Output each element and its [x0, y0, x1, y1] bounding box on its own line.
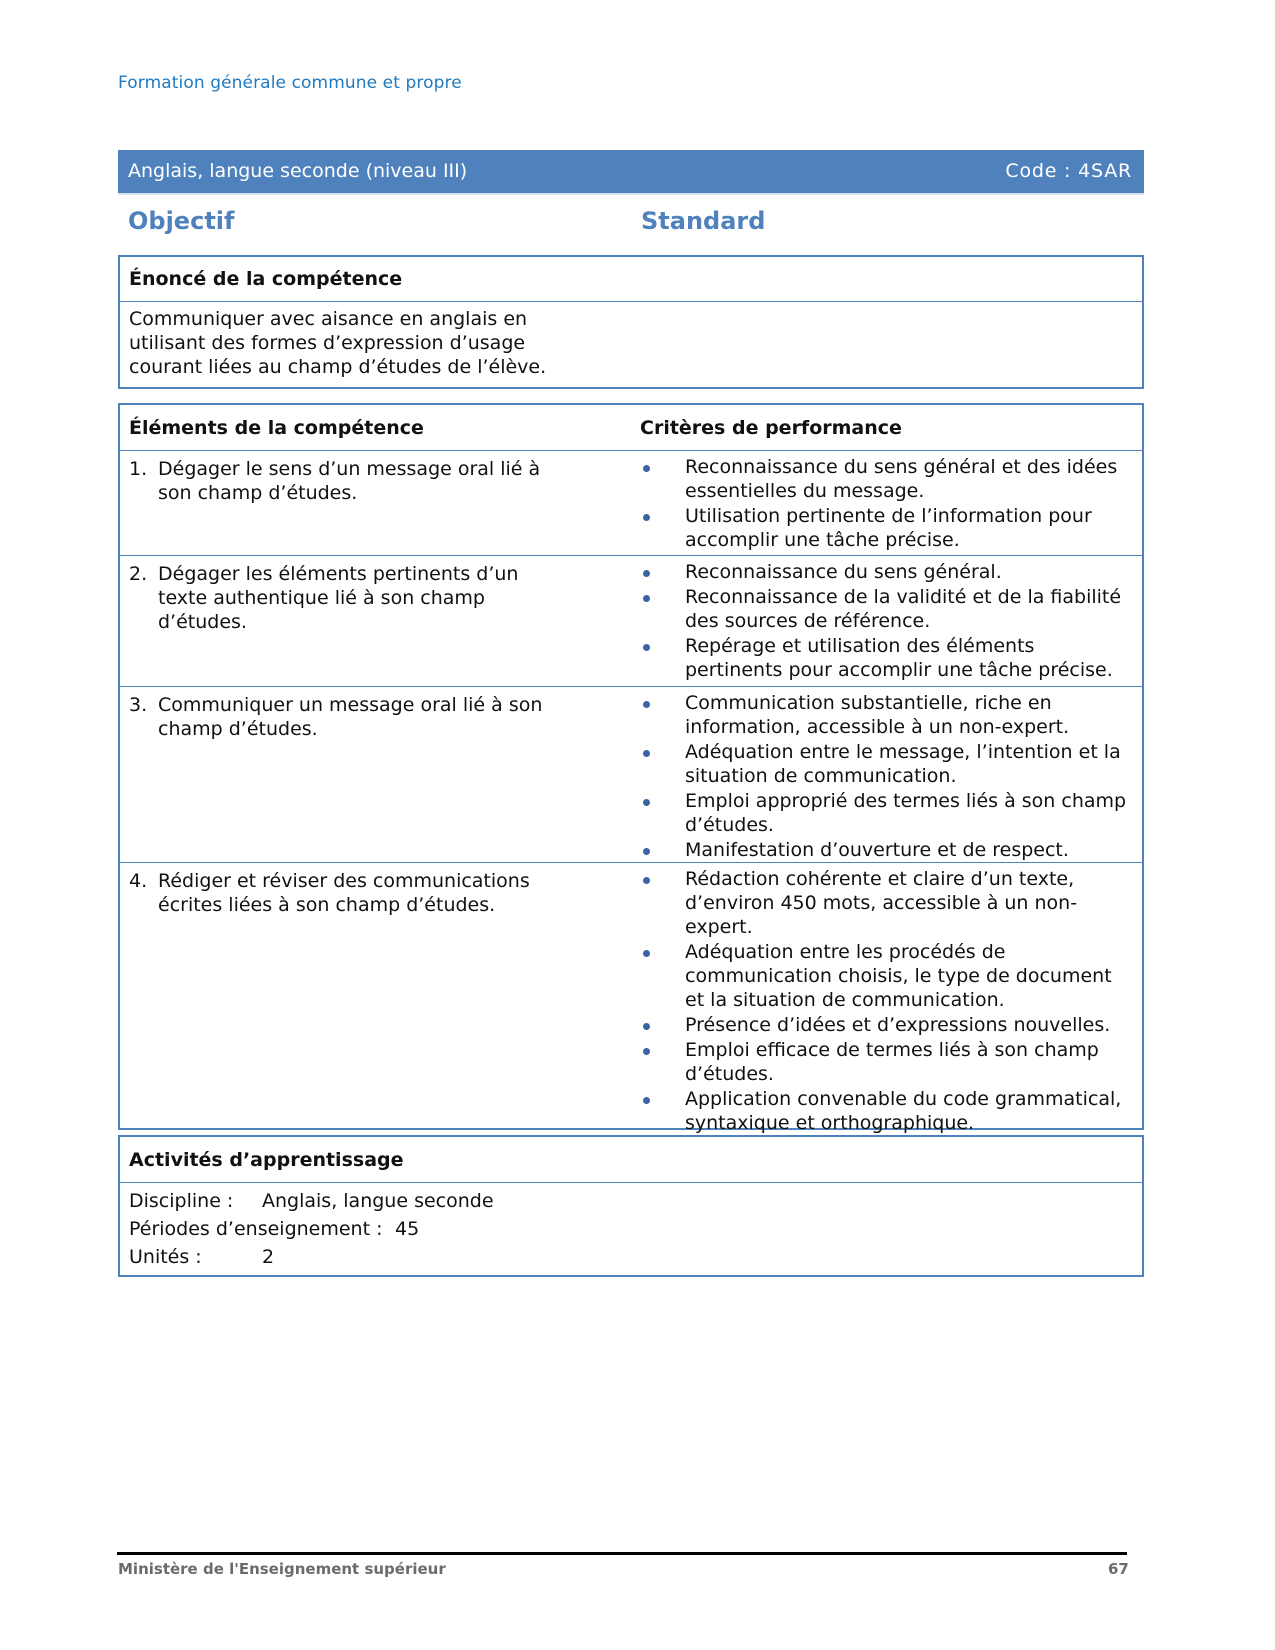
bullet-icon [643, 570, 650, 577]
criterion: Repérage et utilisation des éléments pertinents pour accomplir une tâche précise. [640, 634, 1130, 682]
criterion: Emploi approprié des termes liés à son champ d’études. [640, 789, 1130, 837]
table-row [120, 687, 1142, 863]
element-number: 3. [129, 694, 148, 716]
bullet-icon [643, 877, 650, 884]
bullet-icon [643, 750, 650, 757]
elements-header: Éléments de la compétence [129, 416, 424, 439]
criterion: Reconnaissance du sens général et des idées essentielles du message. [640, 455, 1130, 503]
criterion: Reconnaissance de la validité et de la fiabilité des sources de référence. [640, 585, 1130, 633]
criterion: Application convenable du code grammatical, syntaxique et orthographique. [640, 1087, 1130, 1135]
bullet-icon [643, 514, 650, 521]
bullet-icon [643, 848, 650, 855]
discipline-line [129, 1187, 1133, 1215]
element-label: Dégager les éléments pertinents d’un texte authentique lié à son champ d’études. [158, 563, 519, 633]
enonce-line: utilisant des formes d’expression d’usage [129, 332, 526, 354]
bullet-icon [643, 1048, 650, 1055]
element-text [129, 693, 549, 741]
activites-header: Activités d’apprentissage [120, 1137, 1142, 1183]
criterion: Emploi efficace de termes liés à son champ d’études. [640, 1038, 1130, 1086]
table-row [120, 556, 1142, 687]
bullet-icon [643, 701, 650, 708]
criterion: Communication substantielle, riche en information, accessible à un non-expert. [640, 691, 1130, 739]
discipline-label: Discipline : [129, 1190, 234, 1212]
criterion: Manifestation d’ouverture et de respect. [640, 838, 1130, 862]
element-label: Dégager le sens d’un message oral lié à son champ d’études. [158, 458, 541, 504]
criterion: Adéquation entre les procédés de communication choisis, le type de document et la situation de communication. [640, 940, 1130, 1012]
enonce-box [118, 255, 1144, 389]
page-number: 67 [1108, 1560, 1129, 1578]
criterion: Rédaction cohérente et claire d’un texte, d’environ 450 mots, accessible à un non-expert. [640, 867, 1130, 939]
course-banner [118, 150, 1144, 193]
criteria-list [640, 455, 1130, 553]
periodes-value: 45 [395, 1218, 420, 1240]
objectif-heading: Objectif [128, 207, 235, 235]
bullet-icon [643, 799, 650, 806]
bullet-icon [643, 950, 650, 957]
course-code: Code : 4SAR [1005, 160, 1132, 182]
table-row [120, 863, 1142, 1134]
running-head: Formation générale commune et propre [118, 73, 462, 93]
elements-table [118, 403, 1144, 1134]
bullet-icon [643, 1023, 650, 1030]
enonce-body [120, 302, 558, 379]
enonce-line: courant liées au champ d’études de l’élève. [129, 356, 547, 378]
unites-line [129, 1243, 1133, 1271]
element-label: Rédiger et réviser des communications écrites liées à son champ d’études. [158, 870, 530, 916]
table-row [120, 451, 1142, 556]
elements-header-row [120, 405, 1142, 451]
element-number: 4. [129, 870, 148, 892]
criterion: Adéquation entre le message, l’intention et la situation de communication. [640, 740, 1130, 788]
criteria-list [640, 691, 1130, 863]
criteria-list [640, 560, 1130, 683]
element-text [129, 457, 549, 505]
bullet-icon [643, 465, 650, 472]
bullet-icon [643, 595, 650, 602]
criteres-header: Critères de performance [640, 416, 902, 439]
criterion: Présence d’idées et d’expressions nouvelles. [640, 1013, 1130, 1037]
bullet-icon [643, 644, 650, 651]
unites-value: 2 [262, 1246, 275, 1268]
unites-label: Unités : [129, 1246, 202, 1268]
activites-body [120, 1183, 1142, 1271]
footer-divider [117, 1552, 1127, 1555]
element-number: 1. [129, 458, 148, 480]
criterion: Utilisation pertinente de l’information pour accomplir une tâche précise. [640, 504, 1130, 552]
element-text [129, 562, 549, 634]
element-label: Communiquer un message oral lié à son champ d’études. [158, 694, 543, 740]
enonce-line: Communiquer avec aisance en anglais en [129, 308, 528, 330]
course-title: Anglais, langue seconde (niveau III) [128, 160, 468, 182]
element-text [129, 869, 549, 917]
standard-heading: Standard [641, 207, 766, 235]
criterion: Reconnaissance du sens général. [640, 560, 1130, 584]
footer-ministry: Ministère de l'Enseignement supérieur [118, 1560, 446, 1578]
enonce-header: Énoncé de la compétence [120, 257, 1142, 302]
discipline-value: Anglais, langue seconde [262, 1190, 494, 1212]
activites-box [118, 1135, 1144, 1277]
bullet-icon [643, 1097, 650, 1104]
element-number: 2. [129, 563, 148, 585]
periodes-label: Périodes d’enseignement : [129, 1218, 383, 1240]
periodes-line [129, 1215, 1133, 1243]
